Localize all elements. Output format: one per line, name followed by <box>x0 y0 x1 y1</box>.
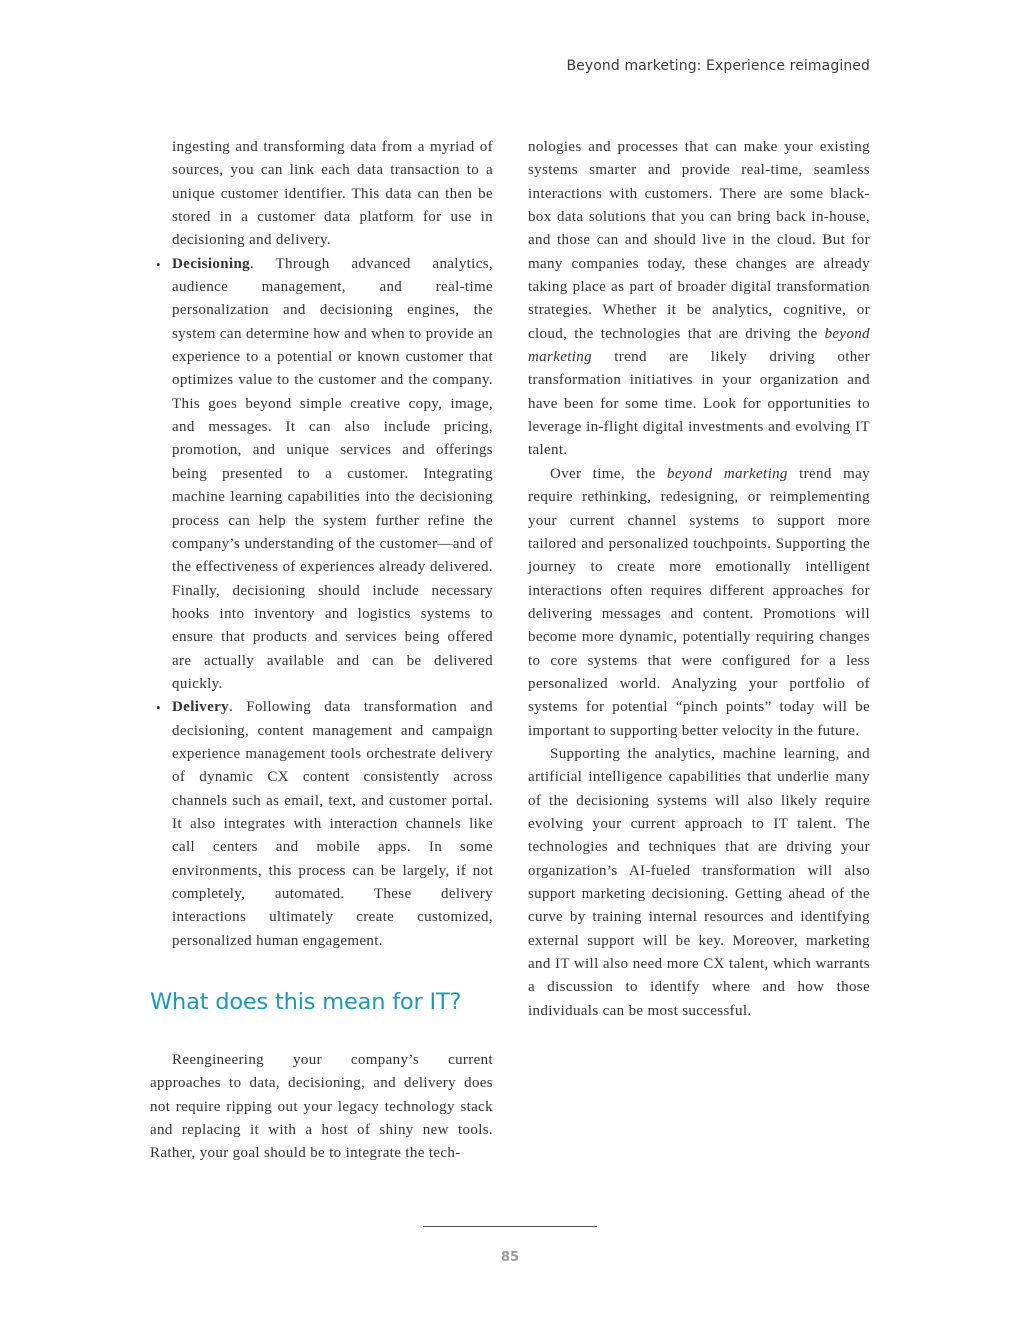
emphasis: beyond marketing <box>667 465 788 482</box>
section-heading: What does this mean for IT? <box>150 989 462 1016</box>
text-run: trend may require rethinking, redesigning, or reimplementing your current channel systems to support more tailored and personalized touchpoints. Supporting the journey to create more emotionally intelligent interactions often requires different approaches for delivering messages and content. Promotions will become more dynamic, potentially requiring changes to core systems that were configured for a less personalized world. Analyzing your portfolio of systems for potential “pinch points” today will be important to supporting better velocity in the future. <box>528 465 870 739</box>
bullet-list <box>150 253 493 953</box>
left-column <box>150 136 493 1166</box>
bullet-term: Decisioning <box>172 255 251 272</box>
right-column <box>528 136 870 1023</box>
bullet-text: . Through advanced analytics, audience management, and real-time personalization and decisioning engines, the system can determine how and when to provide an experience to a potential or known customer that optimizes value to the customer and the company. This goes beyond simple creative copy, image, and messages. It can also include pricing, promotion, and unique services and offerings being presented to a customer. Integrating machine learning capabilities into the decisioning process can help the system further refine the company’s understanding of the customer—and of the effectiveness of experiences already delivered. Finally, decisioning should include necessary hooks into inventory and logistics systems to ensure that products and services being offered are actually available and can be delivered quickly. <box>172 255 493 692</box>
section-paragraph: Reengineering your company’s current approaches to data, decisioning, and delivery does not require ripping out your legacy technology stack and replacing it with a host of shiny new tools. Rather, your goal should be to integrate the tech- <box>150 1052 493 1162</box>
list-item-decisioning <box>172 253 493 697</box>
text-run: nologies and processes that can make your existing systems smarter and provide real-time, seamless interactions with customers. There are some black-box data solutions that you can bring back in-house, and those can and should live in the cloud. But for many companies today, these changes are already taking place as part of broader digital transformation strategies. Whether it be analytics, cognitive, or cloud, the technologies that are driving the <box>528 139 870 342</box>
text-run: Over time, the <box>550 465 668 482</box>
list-item-delivery <box>172 696 493 953</box>
running-header: Beyond marketing: Experience reimagined <box>566 58 870 74</box>
emphasis: beyond marketing <box>528 325 870 366</box>
footer-rule <box>423 1226 597 1227</box>
bullet-term: Delivery <box>172 699 229 716</box>
page-number: 85 <box>500 1250 520 1265</box>
bullet-text: . Following data transformation and decisioning, content management and campaign experience management tools orchestrate delivery of dynamic CX content consistently across channels such as email, text, and customer portal. It also integrates with interaction channels like call centers and mobile apps. In some environments, this process can be largely, if not completely, automated. These delivery interactions ultimately create customized, personalized human engagement. <box>172 699 493 949</box>
paragraph: Supporting the analytics, machine learning, and artificial intelligence capabilities that underlie many of the decisioning systems will also likely require evolving your current approach to IT talent. The technologies and techniques that are driving your organization’s AI-fueled transformation will also support marketing decisioning. Getting ahead of the curve by training internal resources and identifying external support will be key. Moreover, marketing and IT will also need more CX talent, which warrants a discussion to identify where and how those individuals can be most successful. <box>528 745 870 1019</box>
text-run: trend are likely driving other transformation initiatives in your organization and have been for some time. Look for opportunities to leverage in-flight digital investments and evolving IT talent. <box>528 349 870 459</box>
intro-continuation: ingesting and transforming data from a myriad of sources, you can link each data transaction to a unique customer identifier. This data can then be stored in a customer data platform for use in decisioning and delivery. <box>172 139 493 249</box>
paragraph <box>528 136 870 463</box>
paragraph <box>528 463 870 743</box>
